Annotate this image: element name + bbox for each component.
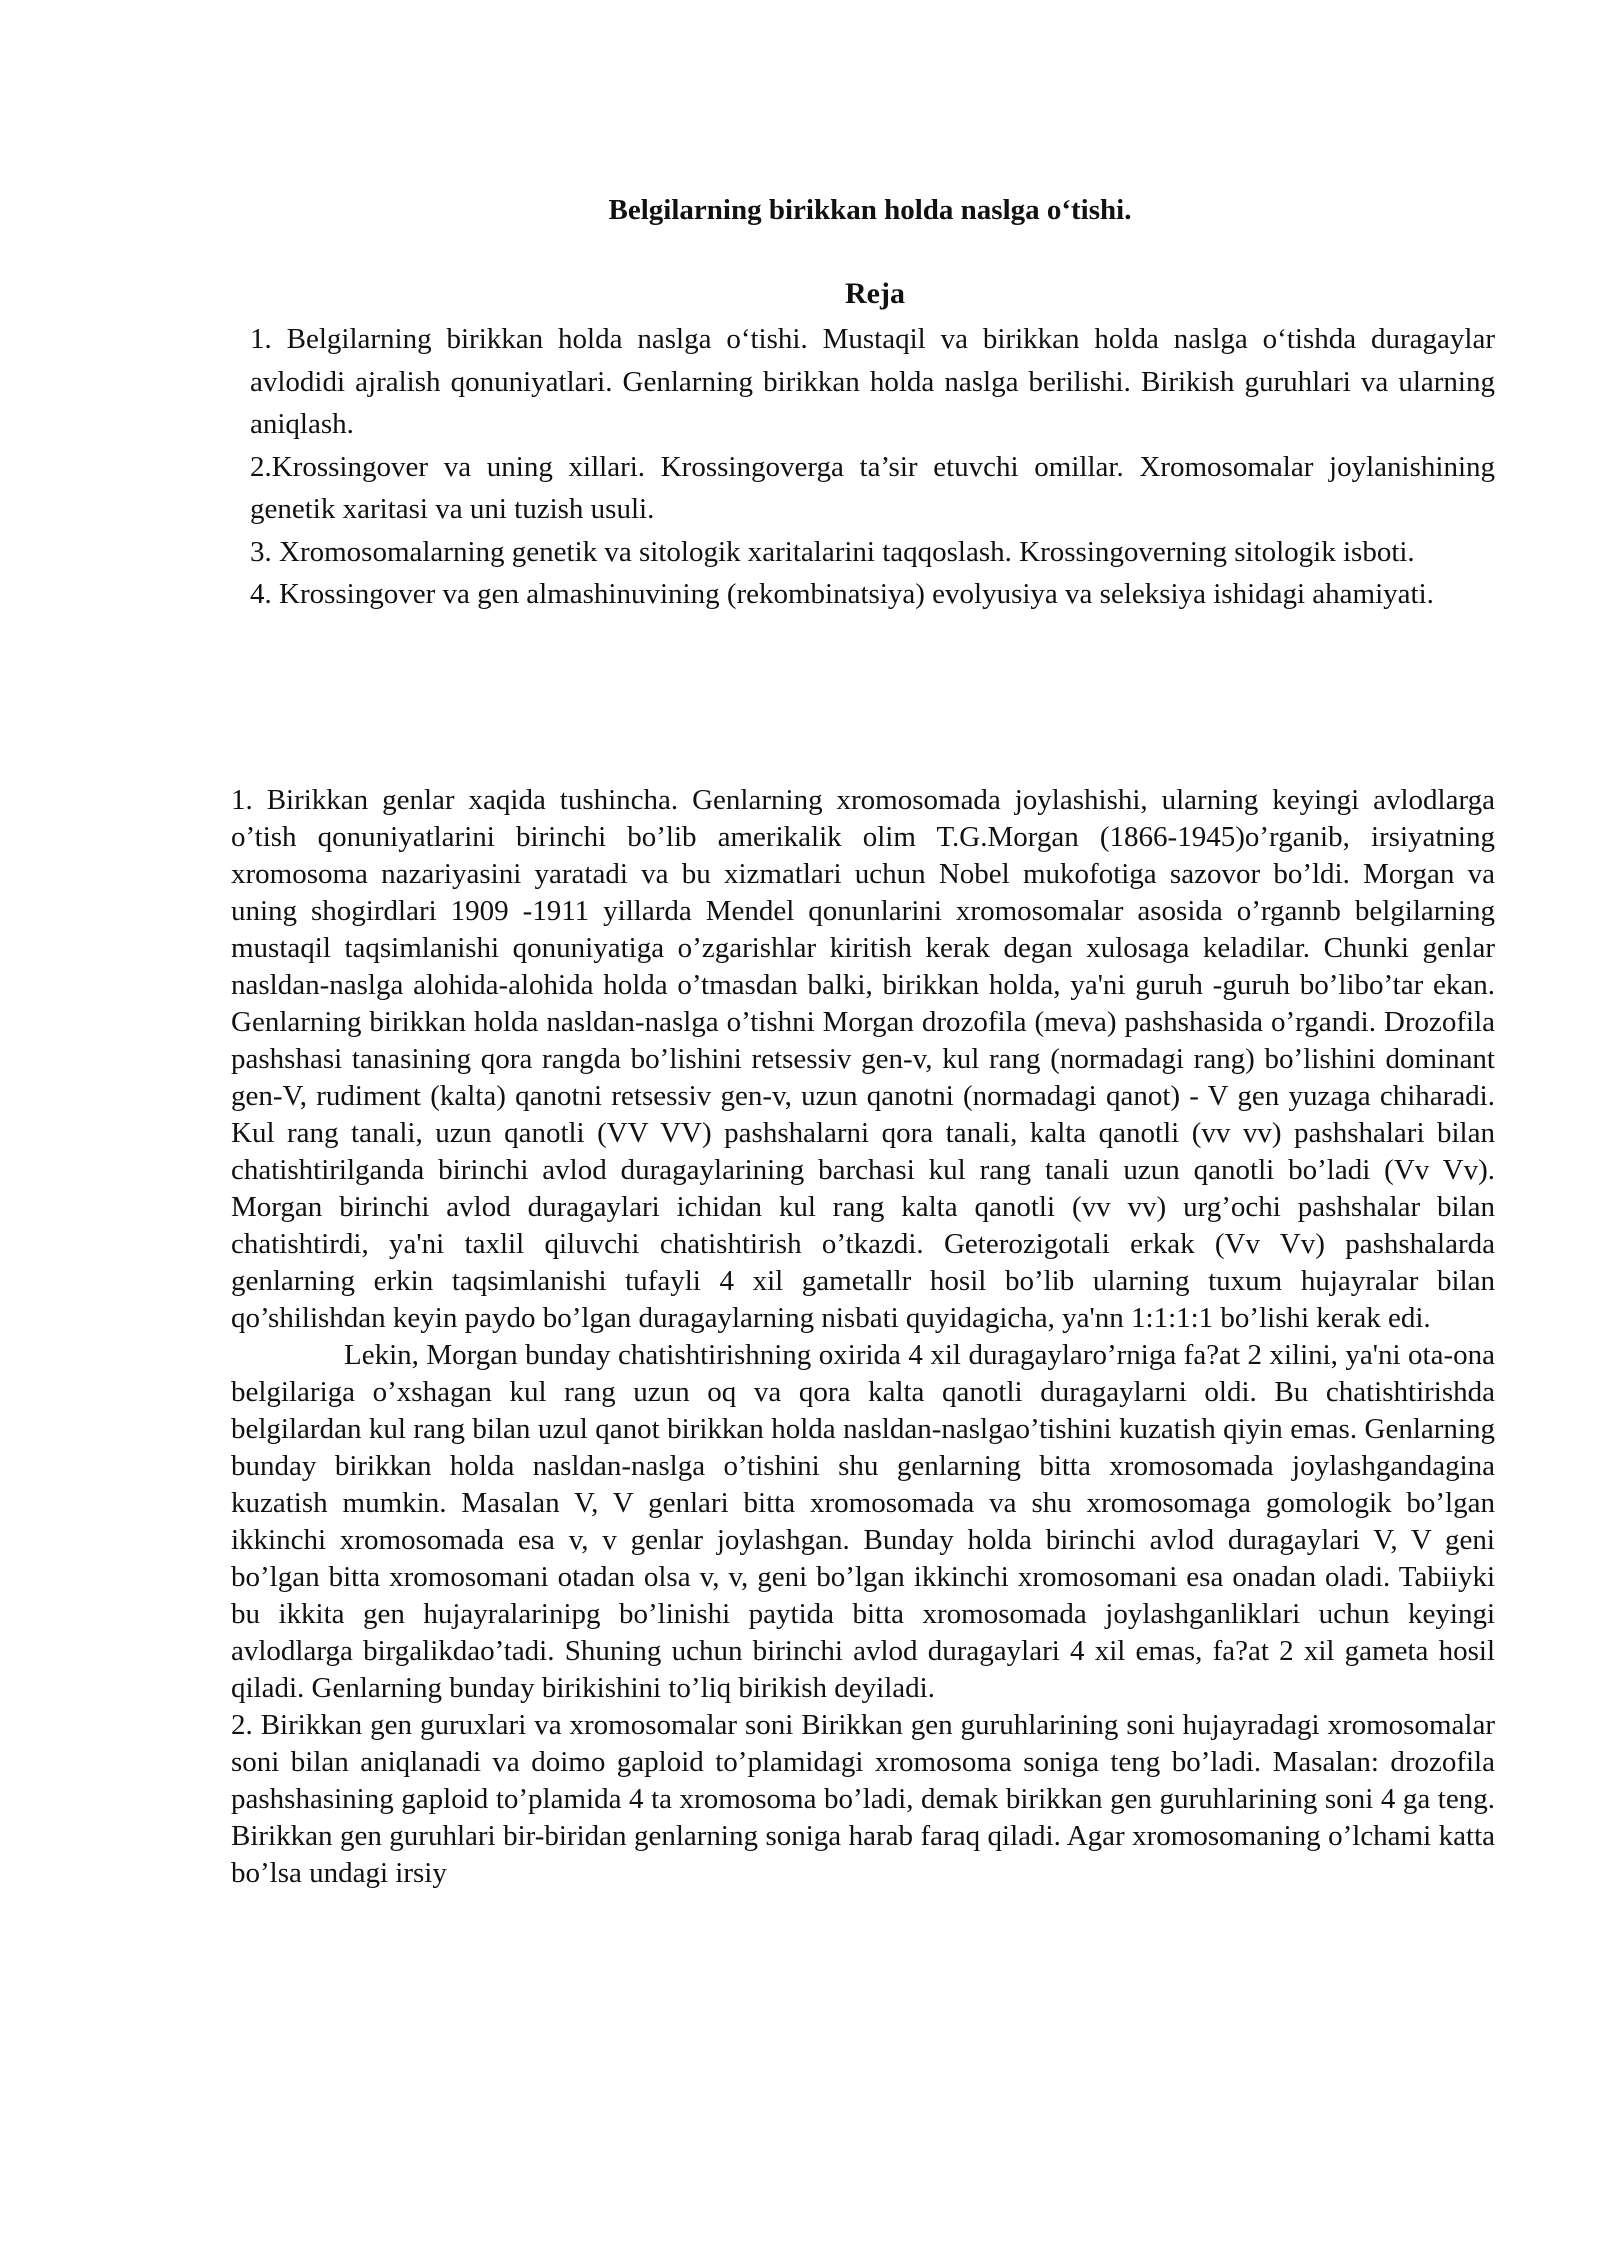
paragraph-2: Lekin, Morgan bunday chatishtirishning oxirida 4 xil duragaylaro’rniga fa?at 2 xilini, ya'ni ota-ona belgilariga o’xshagan kul rang uzun oq va qora kalta qanotli duragaylarni oldi. Bu chatishtirishda belgilardan kul rang bilan uzul qanot birikkan holda nasldan-naslgao’tishini kuzatish qiyin emas. Genlarning bunday birikkan holda nasldan-naslga o’tishini shu genlarning bitta xromosomada joylashgandagina kuzatish mumkin. Masalan V, V genlari bitta xromosomada va shu xromosomaga gomologik bo’lgan ikkinchi xromosomada esa v, v genlar joylashgan. Bunday holda birinchi avlod duragaylari V, V geni bo’lgan bitta xromosomani otadan olsa v, v, geni bo’lgan ikkinchi xromosomani esa onadan oladi. Tabiiyki bu ikkita gen hujayralarinipg bo’linishi paytida bitta xromosomada joylashganliklari uchun keyingi avlodlarga birgalikdao’tadi. Shuning uchun birinchi avlod duragaylari 4 xil emas, fa?at 2 xil gameta hosil qiladi. Genlarning bunday birikishini to’liq birikish deyiladi. [231, 1339, 1495, 1704]
plan-item-3: 3. Xromosomalarning genetik va sitologik xaritalarini taqqoslash. Krossingoverning sitologik isboti. [250, 535, 1415, 568]
plan-item-1: 1. Belgilarning birikkan holda naslga o‘tishi. Mustaqil va birikkan holda naslga o‘tishda duragaylar avlodidi ajralish qonuniyatlari. Genlarning birikkan holda naslga berilishi. Birikish guruhlari va ularning aniqlash. [250, 323, 1495, 440]
plan-list [250, 318, 1495, 616]
paragraph-1: 1. Birikkan genlar xaqida tushincha. Genlarning xromosomada joylashishi, ularning keyingi avlodlarga o’tish qonuniyatlarini birinchi bo’lib amerikalik olim T.G.Morgan (1866-1945)o’rganib, irsiyatning xromosoma nazariyasini yaratadi va bu xizmatlari uchun Nobel mukofotiga sazovor bo’ldi. Morgan va uning shogirdlari 1909 -1911 yillarda Mendel qonunlarini xromosomalar asosida o’rgannb belgilarning mustaqil taqsimlanishi qonuniyatiga o’zgarishlar kiritish kerak degan xulosaga keladilar. Chunki genlar nasldan-naslga alohida-alohida holda o’tmasdan balki, birikkan holda, ya'ni guruh -guruh bo’libo’tar ekan. Genlarning birikkan holda nasldan-naslga o’tishni Morgan drozofila (meva) pashshasida o’rgandi. Drozofila pashshasi tanasining qora rangda bo’lishini retsessiv gen-v, kul rang (normadagi rang) bo’lishini dominant gen-V, rudiment (kalta) qanotni retsessiv gen-v, uzun qanotni (normadagi qanot) - V gen yuzaga chiharadi. Kul rang tanali, uzun qanotli (VV VV) pashshalarni qora tanali, kalta qanotli (vv vv) pashshalari bilan chatishtirilganda birinchi avlod duragaylarining barchasi kul rang tanali uzun qanotli bo’ladi (Vv Vv). Morgan birinchi avlod duragaylari ichidan kul rang kalta qanotli (vv vv) urg’ochi pashshalar bilan chatishtirdi, ya'ni taxlil qiluvchi chatishtirish o’tkazdi. Geterozigotali erkak (Vv Vv) pashshalarda genlarning erkin taqsimlanishi tufayli 4 xil gametallr hosil bo’lib ularning tuxum hujayralar bilan qo’shilishdan keyin paydo bo’lgan duragaylarning nisbati quyidagicha, ya'nn 1:1:1:1 bo’lishi kerak edi. [231, 784, 1495, 1334]
body-text [231, 782, 1495, 1892]
plan-item-4: 4. Krossingover va gen almashinuvining (rekombinatsiya) evolyusiya va seleksiya ishidagi ahamiyati. [250, 578, 1434, 610]
paragraph-3: 2. Birikkan gen guruxlari va xromosomalar soni Birikkan gen guruhlarining soni hujayradagi xromosomalar soni bilan aniqlanadi va doimo gaploid to’plamidagi xromosoma soniga teng bo’ladi. Masalan: drozofila pashshasining gaploid to’plamida 4 ta xromosoma bo’ladi, demak birikkan gen guruhlarining soni 4 ga teng. Birikkan gen guruhlari bir-biridan genlarning soniga harab faraq qiladi. Agar xromosomaning o’lchami katta bo’lsa undagi irsiy [231, 1709, 1495, 1889]
plan-item-2: 2.Krossingover va uning xillari. Krossingoverga ta’sir etuvchi omillar. Xromosomalar joylanishining genetik xaritasi va uni tuzish usuli. [250, 450, 1495, 525]
plan-heading: Reja [845, 277, 905, 310]
document-title: Belgilarning birikkan holda naslga o‘tishi. [608, 194, 1132, 226]
